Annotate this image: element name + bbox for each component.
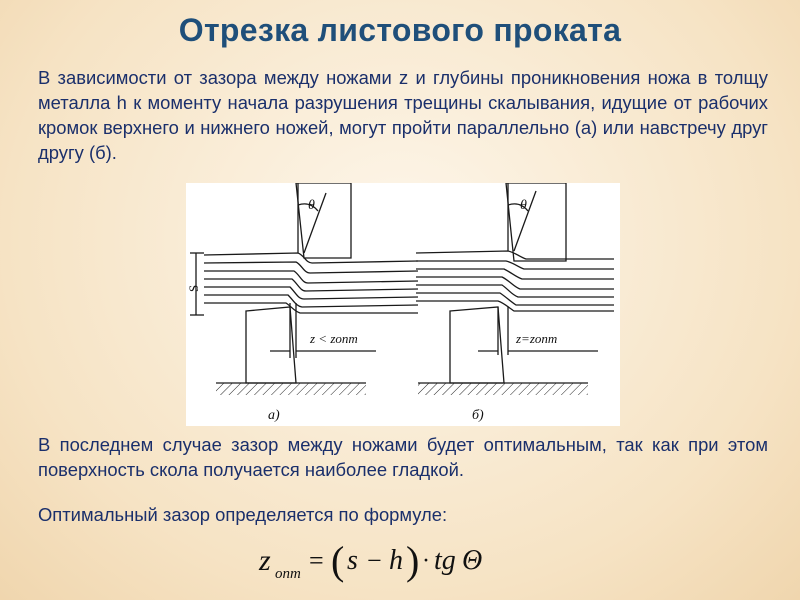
lower-knife-b bbox=[450, 307, 504, 383]
formula-tg: tg bbox=[434, 545, 456, 576]
formula-h: h bbox=[389, 545, 403, 576]
formula-intro: Оптимальный зазор определяется по формуле: bbox=[38, 504, 448, 525]
upper-knife-a bbox=[296, 183, 351, 258]
gap-label-b: z=zопт bbox=[516, 331, 558, 346]
diagram-a bbox=[190, 183, 418, 395]
sheet-a bbox=[204, 253, 418, 313]
lower-knife-a bbox=[246, 307, 296, 383]
formula-s: s bbox=[347, 545, 358, 576]
formula bbox=[255, 534, 515, 588]
caption-b: б) bbox=[472, 408, 484, 423]
formula-dot: · bbox=[422, 548, 430, 574]
formula-rparen: ) bbox=[406, 538, 420, 583]
conclusion-paragraph: В последнем случае зазор между ножами будет оптимальным, так как при этом поверхность скола получается наиболее гладкой. bbox=[38, 434, 768, 480]
theta-label-a: θ bbox=[308, 198, 315, 213]
gap-label-a: z < zопт bbox=[310, 331, 358, 346]
theta-label-b: θ bbox=[520, 198, 527, 213]
diagram-b bbox=[416, 183, 614, 395]
formula-theta: Θ bbox=[462, 545, 483, 576]
formula-lhs: z bbox=[259, 544, 271, 577]
caption-a: а) bbox=[268, 408, 280, 423]
formula-eq: = bbox=[309, 546, 324, 575]
thickness-label: S bbox=[186, 284, 201, 292]
formula-lparen: ( bbox=[331, 538, 345, 583]
formula-lhs-sub: опт bbox=[275, 566, 301, 582]
intro-paragraph: В зависимости от зазора между ножами z и глубины проникновения ножа в толщу металла h к моменту начала разрушения трещины скалывания, идущие от рабочих кромок верхнего и нижнего ножей, могут пройти параллельно (а) или навстречу друг другу (б). bbox=[38, 67, 768, 163]
page-title: Отрезка листового проката bbox=[178, 12, 622, 48]
formula-minus: − bbox=[367, 546, 382, 575]
shear-diagram bbox=[186, 183, 620, 426]
